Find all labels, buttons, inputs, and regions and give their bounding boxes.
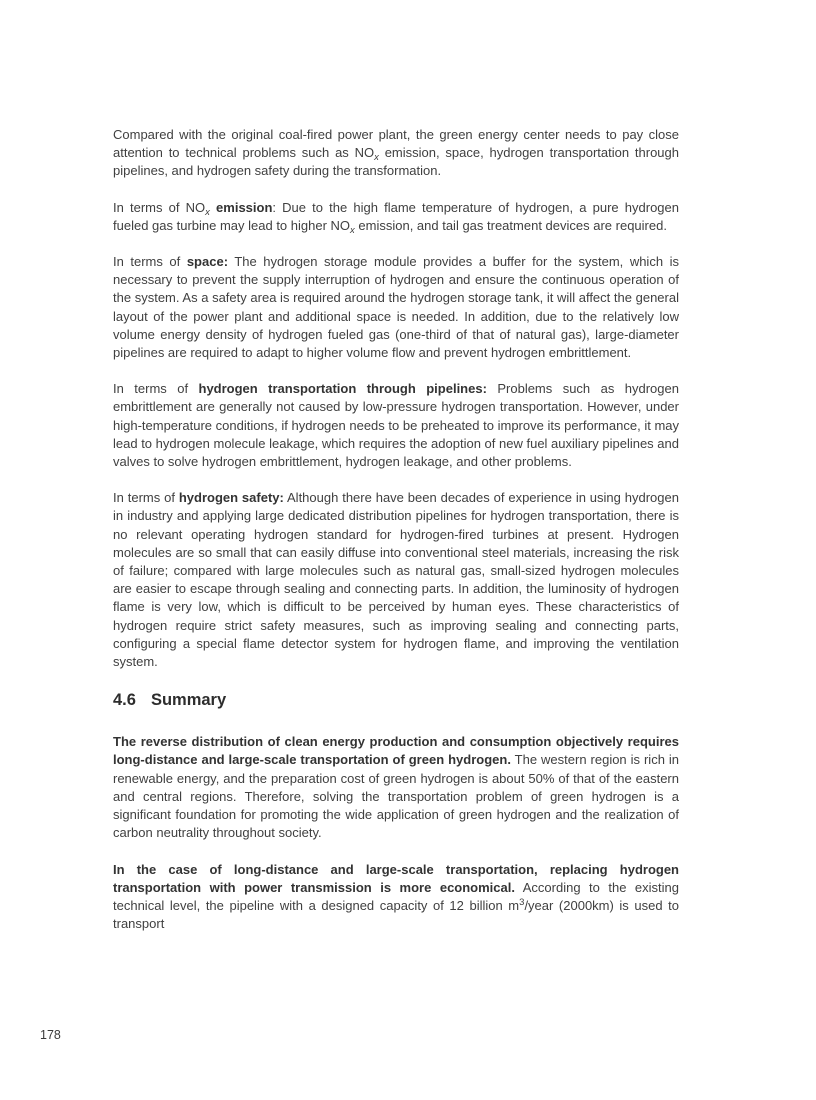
section-number: 4.6 [113,691,136,710]
page-number: 178 [40,1028,61,1042]
paragraph: The reverse distribution of clean energy production and consumption objectively requires long-distance and large-scale transportation of green hydrogen. The western region is rich in renewable energy, and the preparation cost of green hydrogen is about 50% of that of the eastern and central regions. Therefore, solving the transportation problem of green hydrogen is a significant foundation for promoting the wide application of green hydrogen and the realization of carbon neutrality throughout society. [113,734,680,841]
paragraph: Compared with the original coal-fired power plant, the green energy center needs to pay close attention to technical problems such as $NO_x$ emission, space, hydrogen transportation through pipelines, and hydrogen safety during the transformation. [113,127,679,179]
paragraph: In terms of hydrogen safety: Although there have been decades of experience in using hydrogen in industry and applying large dedicated distribution pipelines for hydrogen transportation, there is no relevant operating hydrogen standard for hydrogen-fired turbines at present. Hydrogen molecules are so small that can easily diffuse into conventional steel materials, increasing the risk of failure; compared with large molecules such as natural gas, small-sized hydrogen molecules are easier to escape through sealing and connecting parts. In addition, the luminosity of hydrogen flame is very low, which is difficult to be perceived by human eyes. These characteristics of hydrogen require strict safety measures, such as improving sealing and connecting parts, configuring a special flame detector system for hydrogen flame, and improving the ventilation system. [113,490,679,670]
page-content [113,126,679,951]
paragraph: In terms of hydrogen transportation through pipelines: Problems such as hydrogen embrittlement are generally not caused by low-pressure hydrogen transportation. However, under high-temperature conditions, if hydrogen needs to be preheated to improve its performance, it may lead to hydrogen molecule leakage, which requires the adoption of new fuel auxiliary pipelines and valves to solve hydrogen embrittlement, hydrogen leakage, and other problems. [113,381,679,470]
section-title: Summary [150,691,227,710]
paragraph: In terms of space: The hydrogen storage module provides a buffer for the system, which is necessary to prevent the supply interruption of hydrogen and ensure the continuous operation of the system. As a safety area is required around the hydrogen storage tank, it will affect the general layout of the power plant and additional space is needed. In addition, due to the relatively low volume energy density of hydrogen fueled gas (one-third of that of natural gas), large-diameter pipelines are required to adapt to higher volume flow and prevent hydrogen embrittlement. [113,254,679,361]
section-heading [113,689,679,711]
paragraph: In terms of $NO_x$ emission: Due to the high flame temperature of hydrogen, a pure hydrogen fueled gas turbine may lead to higher $NO_x$ emission, and tail gas treatment devices are required. [113,199,679,236]
paragraph: In the case of long-distance and large-scale transportation, replacing hydrogen transportation with power transmission is more economical. According to the existing technical level, the pipeline with a designed capacity of 12 billion $m^3$/year (2000km) is used to transport [113,861,680,932]
